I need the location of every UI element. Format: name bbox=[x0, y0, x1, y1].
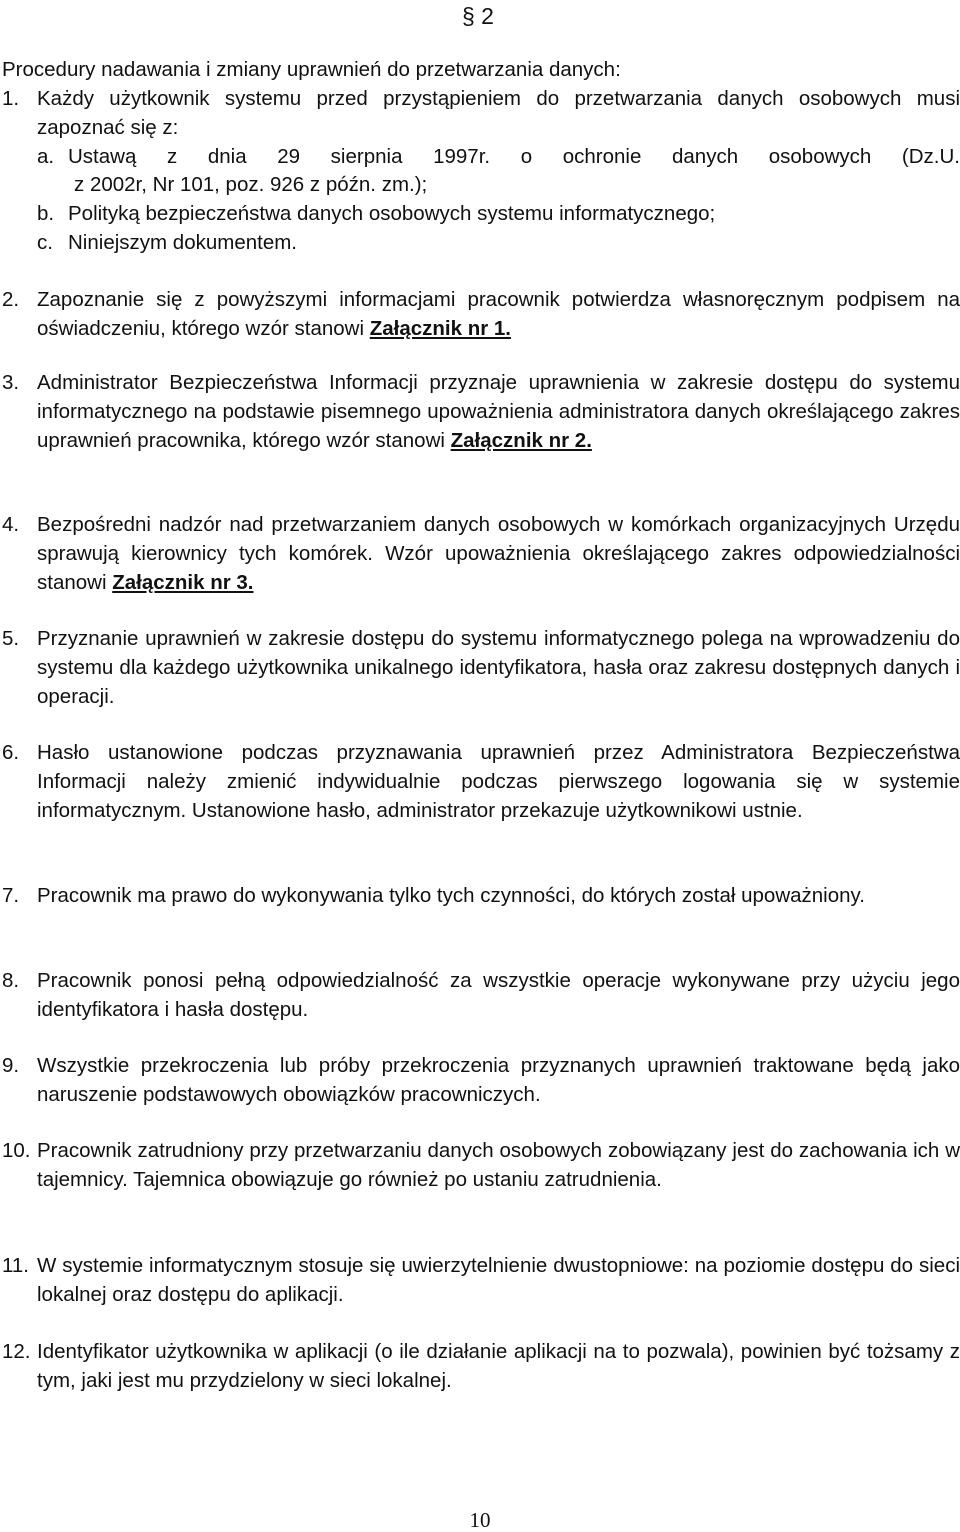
list-item-1 bbox=[0, 85, 960, 258]
list-item-9 bbox=[0, 1052, 960, 1110]
list-item-8 bbox=[0, 967, 960, 1025]
item-number: 9. bbox=[2, 1054, 20, 1077]
item-number: 1. bbox=[2, 87, 20, 110]
sub-item-text: Niniejszym dokumentem. bbox=[68, 230, 297, 254]
item-number: 8. bbox=[2, 969, 20, 992]
item-text: Pracownik ma prawo do wykonywania tylko tych czynności, do których został upoważniony. bbox=[37, 884, 865, 907]
item-number: 6. bbox=[2, 741, 20, 764]
attachment-reference: Załącznik nr 2. bbox=[450, 428, 592, 452]
list-item-12 bbox=[0, 1338, 960, 1396]
item-text: Każdy użytkownik systemu przed przystąpieniem do przetwarzania danych osobowych musi zapoznać się z: bbox=[37, 87, 960, 139]
sub-item-c bbox=[0, 229, 960, 258]
item-number: 4. bbox=[2, 513, 20, 536]
sub-item-a bbox=[0, 143, 960, 201]
item-text: Pracownik zatrudniony przy przetwarzaniu danych osobowych zobowiązany jest do zachowania ich w tajemnicy. Tajemnica obowiązuje go również po ustaniu zatrudnienia. bbox=[37, 1139, 960, 1191]
item-text: Hasło ustanowione podczas przyznawania uprawnień przez Administratora Bezpieczeństwa Informacji należy zmienić indywidualnie podczas pierwszego logowania się w systemie informatycznym. Ustanowione hasło, administrator przekazuje użytkownikowi ustnie. bbox=[37, 741, 960, 822]
list-item-7 bbox=[0, 882, 960, 911]
item-number: 10. bbox=[2, 1139, 31, 1162]
list-item-4 bbox=[0, 511, 960, 597]
item-text: Wszystkie przekroczenia lub próby przekroczenia przyznanych uprawnień traktowane będą jako naruszenie podstawowych obowiązków pracowniczych. bbox=[37, 1054, 960, 1106]
item-number: 7. bbox=[2, 884, 20, 907]
sub-item-letter: b. bbox=[37, 202, 55, 226]
sub-item-b bbox=[0, 200, 960, 229]
item-text: Pracownik ponosi pełną odpowiedzialność za wszystkie operacje wykonywane przy użyciu jego identyfikatora i hasła dostępu. bbox=[37, 969, 960, 1021]
list-item-2 bbox=[0, 286, 960, 344]
list-item-6 bbox=[0, 739, 960, 825]
intro-line: Procedury nadawania i zmiany uprawnień do przetwarzania danych: bbox=[2, 58, 621, 81]
sub-item-continuation: z 2002r, Nr 101, poz. 926 z późn. zm.); bbox=[74, 173, 428, 197]
sub-item-letter: a. bbox=[37, 144, 55, 168]
item-number: 3. bbox=[2, 371, 20, 394]
list-item-5 bbox=[0, 625, 960, 711]
attachment-reference: Załącznik nr 1. bbox=[369, 316, 511, 340]
list-item-3 bbox=[0, 369, 960, 455]
sub-item-text: Ustawą z dnia 29 sierpnia 1997r. o ochronie danych osobowych (Dz.U. bbox=[68, 144, 960, 168]
item-text: Przyznanie uprawnień w zakresie dostępu do systemu informatycznego polega na wprowadzeniu do systemu dla każdego użytkownika unikalnego identyfikatora, hasła oraz zakresu dostępnych danych i operacji. bbox=[37, 627, 960, 708]
section-heading: § 2 bbox=[462, 3, 494, 29]
item-text: W systemie informatycznym stosuje się uwierzytelnienie dwustopniowe: na poziomie dostępu do sieci lokalnej oraz dostępu do aplikacji. bbox=[37, 1254, 960, 1306]
item-text: Zapoznanie się z powyższymi informacjami pracownik potwierdza własnoręcznym podpisem na oświadczeniu, którego wzór stanowi bbox=[37, 288, 960, 340]
item-number: 5. bbox=[2, 627, 20, 650]
item-number: 2. bbox=[2, 288, 20, 311]
item-number: 12. bbox=[2, 1340, 31, 1363]
list-item-11 bbox=[0, 1252, 960, 1310]
item-text: Bezpośredni nadzór nad przetwarzaniem danych osobowych w komórkach organizacyjnych Urzędu sprawują kierownicy tych komórek. Wzór upoważnienia określającego zakres odpowiedzialności stanowi bbox=[37, 513, 960, 594]
item-text: Identyfikator użytkownika w aplikacji (o ile działanie aplikacji na to pozwala), powinien być tożsamy z tym, jaki jest mu przydzielony w sieci lokalnej. bbox=[37, 1340, 960, 1392]
sub-item-text: Polityką bezpieczeństwa danych osobowych systemu informatycznego; bbox=[68, 202, 716, 226]
item-number: 11. bbox=[2, 1254, 29, 1277]
list-item-10 bbox=[0, 1137, 960, 1195]
item-text: Administrator Bezpieczeństwa Informacji przyznaje uprawnienia w zakresie dostępu do systemu informatycznego na podstawie pisemnego upoważnienia administratora danych określającego zakres uprawnień pracownika, którego wzór stanowi bbox=[37, 371, 960, 452]
attachment-reference: Załącznik nr 3. bbox=[112, 570, 254, 594]
page-number: 10 bbox=[469, 1508, 491, 1532]
sub-item-letter: c. bbox=[37, 230, 53, 254]
